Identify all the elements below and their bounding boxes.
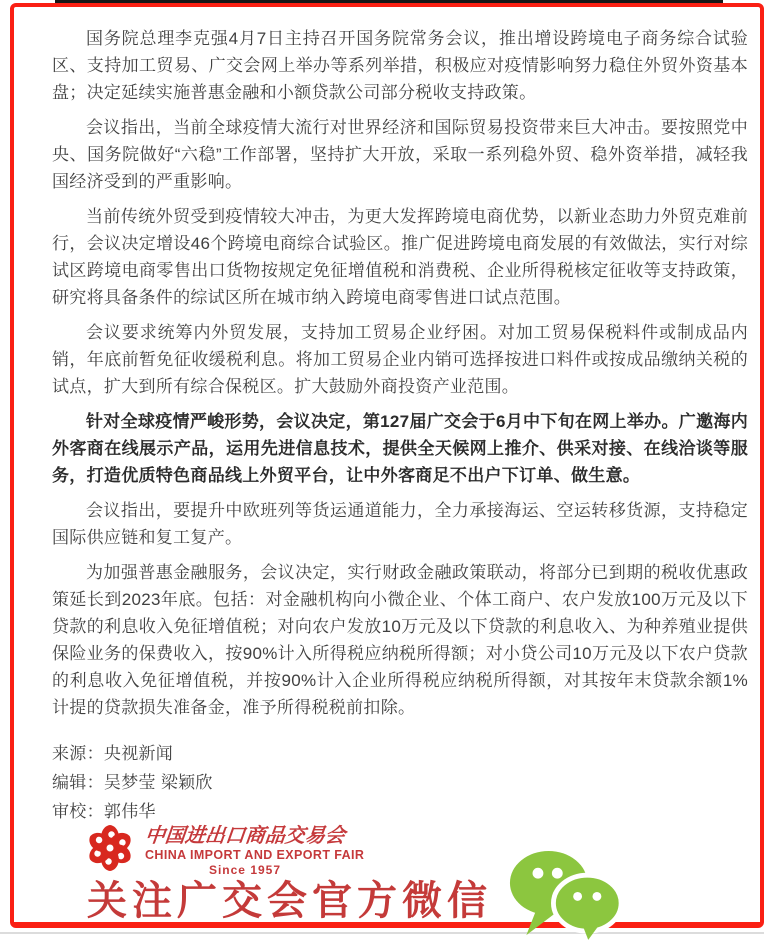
logo-since-line: Since 1957 <box>208 863 282 877</box>
article-meta <box>52 739 748 826</box>
article-paragraph: 当前传统外贸受到疫情较大冲击，为更大发挥跨境电商优势，以新业态助力外贸克难前行，会议决定增设46个跨境电商综合试验区。推广促进跨境电商发展的有效做法，实行对综试区跨境电商零售出口货物按规定免征增值税和消费税、企业所得税核定征收等支持政策，研究将具备条件的综试区所在城市纳入跨境电商零售进口试点范围。 <box>52 207 748 307</box>
editor-line: 编辑：吴梦莹 梁颖欣 <box>52 773 213 792</box>
reviewer-line: 审校：郭伟华 <box>52 802 156 821</box>
logo-english-name: CHINA IMPORT AND EXPORT FAIR <box>145 848 365 862</box>
article-paragraph: 会议要求统筹内外贸发展，支持加工贸易企业纾困。对加工贸易保税料件或制成品内销，年底前暂免征收缓税利息。将加工贸易企业内销可选择按进口料件或按成品缴纳关税的试点，扩大到所有综合保税区。扩大鼓励外商投资产业范围。 <box>52 323 748 396</box>
wechat-icon <box>508 848 624 945</box>
article-paragraph: 为加强普惠金融服务，会议决定，实行财政金融政策联动，将部分已到期的税收优惠政策延长到2023年底。包括：对金融机构向小微企业、个体工商户、农户发放100万元及以下贷款的利息收入免征增值税；对向农户发放10万元及以下贷款的利息收入、为种养殖业提供保险业务的保费收入，按90%计入所得税应纳税所得额；对小贷公司10万元及以下农户贷款的利息收入免征增值税，并按90%计入企业所得税应纳税所得额，对其按年末贷款余额1%计提的贷款损失准备金，准予所得税税前扣除。 <box>52 563 748 717</box>
article-frame <box>10 3 764 928</box>
logo-chinese-name: 中国进出口商品交易会 <box>143 825 347 847</box>
article-paragraph: 会议指出，当前全球疫情大流行对世界经济和国际贸易投资带来巨大冲击。要按照党中央、国务院做好“六稳”工作部署，坚持扩大开放，采取一系列稳外贸、稳外资举措，减轻我国经济受到的严重影响。 <box>52 118 748 191</box>
bottom-divider <box>0 932 764 934</box>
article-body <box>14 7 760 826</box>
article-paragraph: 国务院总理李克强4月7日主持召开国务院常务会议，推出增设跨境电子商务综合试验区、支持加工贸易、广交会网上举办等系列举措，积极应对疫情影响努力稳住外贸外资基本盘；决定延续实施普惠金融和小额贷款公司部分税收支持政策。 <box>52 29 748 102</box>
source-line: 来源：央视新闻 <box>52 744 174 763</box>
follow-wechat-cta: 关注广交会官方微信 <box>87 879 492 923</box>
article-paragraph-highlight: 针对全球疫情严峻形势，会议决定，第127届广交会于6月中下旬在网上举办。广邀海内外客商在线展示产品，运用先进信息技术，提供全天候网上推介、供采对接、在线洽谈等服务，打造优质特色商品线上外贸平台，让中外客商足不出户下订单、做生意。 <box>52 412 748 485</box>
article-paragraph: 会议指出，要提升中欧班列等货运通道能力，全力承接海运、空运转移货源，支持稳定国际供应链和复工复产。 <box>52 501 748 547</box>
